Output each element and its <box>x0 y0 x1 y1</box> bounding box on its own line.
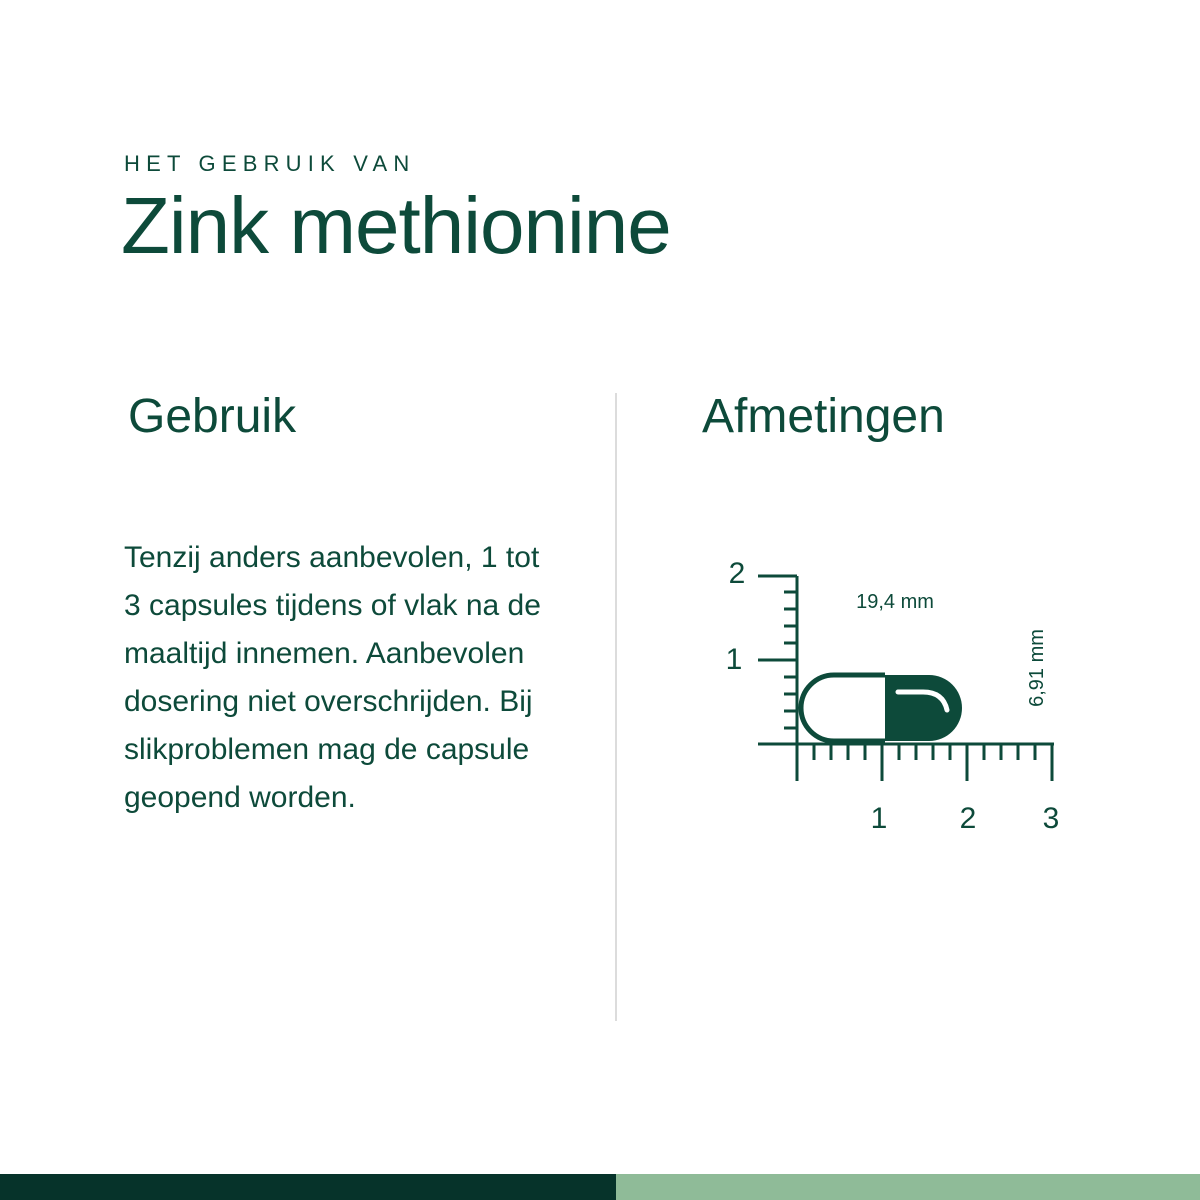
y-tick-label-1: 1 <box>725 643 743 676</box>
x-tick-label-1: 1 <box>870 802 888 835</box>
column-divider <box>615 393 617 1021</box>
footer-bar-light <box>616 1174 1200 1200</box>
capsule-size-diagram <box>700 540 1080 850</box>
footer-bar-dark <box>0 1174 616 1200</box>
dimensions-heading: Afmetingen <box>702 390 945 443</box>
y-tick-label-2: 2 <box>728 557 746 590</box>
capsule-length-label: 19,4 mm <box>856 591 934 613</box>
usage-instructions: Tenzij anders aanbevolen, 1 tot 3 capsules tijdens of vlak na de maaltijd innemen. Aanbevolen dosering niet overschrijden. Bij slikproblemen mag de capsule geopend worden. <box>124 541 541 814</box>
page-title: Zink methionine <box>121 181 671 270</box>
x-tick-label-2: 2 <box>959 802 977 835</box>
eyebrow-label: HET GEBRUIK VAN <box>124 151 416 176</box>
x-tick-label-3: 3 <box>1042 802 1060 835</box>
usage-heading: Gebruik <box>128 390 297 443</box>
capsule-diameter-label: 6,91 mm <box>1026 629 1048 707</box>
capsule-icon <box>801 675 962 741</box>
